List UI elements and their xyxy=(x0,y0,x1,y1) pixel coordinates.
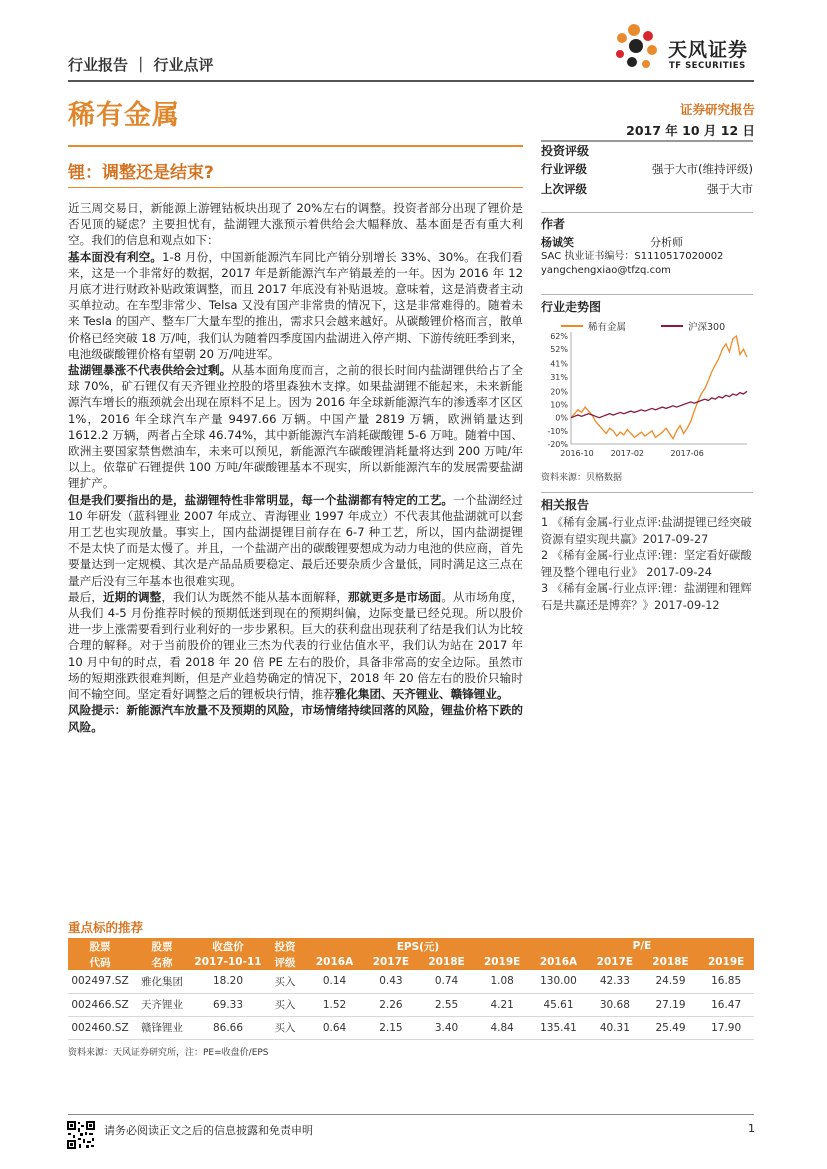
footer-disclaimer: 请务必阅读正文之后的信息披露和免责申明 xyxy=(104,1124,313,1137)
report-type: 证券研究报告 xyxy=(679,102,755,117)
author-name: 杨诚笑 xyxy=(541,236,574,249)
y-tick-label: 10% xyxy=(550,400,568,410)
y-tick-label: 52% xyxy=(550,345,568,355)
brand-name-en: TF SECURITIES xyxy=(669,61,746,71)
chart-source: 资料来源：贝格数据 xyxy=(541,473,623,483)
paragraph-supply: 盐湖锂暴涨不代表供给会过剩。从基本面角度而言，之前的很长时间内盐湖锂供给占了全球 70%，矿石锂仅有天齐锂业控股的塔里森独木支撑。如果盐湖锂不能起来，未来新能源汽车增长的瓶颈就会出现在原料不足上。因为 2016 年全球新能源汽车的渗透率才区区 1%，2016 年全球汽车产量 9497.66 万辆。中国产量 2819 万辆，欧洲销量达到 1612.2 万辆，两者占全球 46.74%，其中新能源汽车消耗碳酸锂 5-6 万吨。随着中国、欧洲主要国家禁售燃油车，未来可以预见，新能源汽车碳酸锂消耗量将达到 200 万吨/年以上。依靠矿石锂提供 100 万吨/年碳酸锂基本不现实，所以新能源汽车的发展需要盐湖锂扩产。 xyxy=(68,363,523,491)
paragraph-heading: 基本面没有利空。 xyxy=(68,249,163,264)
author-block xyxy=(541,236,753,278)
qr-code-icon xyxy=(66,1120,96,1150)
y-tick-label: 41% xyxy=(550,359,568,369)
author-heading: 作者 xyxy=(541,217,566,231)
series-line xyxy=(571,336,747,439)
sector-title: 稀有金属 xyxy=(68,100,180,131)
sidebar-divider xyxy=(541,212,753,213)
trend-heading: 行业走势图 xyxy=(541,300,602,314)
legend-label: 稀有金属 xyxy=(588,322,627,333)
table-title: 重点标的推荐 xyxy=(68,920,144,935)
rating-heading: 投资评级 xyxy=(541,144,590,158)
table-row: 002497.SZ 雅化集团 18.20 买入 0.14 0.43 0.74 1.08 130.00 42.33 24.59 16.85 xyxy=(68,970,754,993)
logo-icon xyxy=(612,22,664,76)
author-role: 分析师 xyxy=(650,236,683,249)
author-cert: SAC 执业证书编号：S1110517020002 xyxy=(541,251,724,262)
related-report-item[interactable]: 2 《稀有金属-行业点评:锂：坚定看好碳酸锂及整个锂电行业》 2017-09-24 xyxy=(541,549,752,579)
related-reports xyxy=(541,515,754,614)
x-tick-label: 2017-06 xyxy=(670,449,704,458)
y-tick-label: -10% xyxy=(547,426,568,436)
table-note: 资料来源：天风证券研究所，注：PE=收盘价/EPS xyxy=(68,1048,269,1058)
report-category: 行业报告 ｜ 行业点评 xyxy=(68,56,214,74)
y-tick-label: -20% xyxy=(547,440,568,449)
table-row: 002460.SZ 赣锋锂业 86.66 买入 0.64 2.15 3.40 4.84 135.41 40.31 25.49 17.90 xyxy=(68,1016,754,1039)
risk-warning: 风险提示：新能源汽车放量不及预期的风险，市场情绪持续回落的风险，锂盐价格下跌的风险。 xyxy=(68,703,523,734)
last-rating: 上次评级 强于大市 xyxy=(541,182,753,196)
paragraph-heading: 但是我们要指出的是，盐湖锂特性非常明显，每一个盐湖都有特定的工艺。 xyxy=(68,492,454,507)
related-report-item[interactable]: 3 《稀有金属-行业点评:锂：盐湖锂和锂辉石是共赢还是博弈？》2017-09-12 xyxy=(541,582,752,612)
sidebar-divider xyxy=(541,294,753,295)
sidebar-divider xyxy=(541,492,753,493)
table-header-row: 股票 股票 收盘价 投资 EPS(元) P/E xyxy=(68,938,754,954)
footer-divider xyxy=(68,1114,754,1115)
report-date: 2017 年 10 月 12 日 xyxy=(626,123,755,138)
x-tick-label: 2016-10 xyxy=(560,449,594,458)
report-title: 锂：调整还是结束? xyxy=(68,163,214,183)
paragraph-market: 最后，近期的调整，我们认为既然不能从基本面解释，那就更多是市场面。从市场角度，从我们 4-5 月份推荐时候的预期低迷到现在的预期纠偏，边际变量已经兑现。所以股价进一步上涨需要看到行业利好的一步步累积。巨大的获利盘出现获利了结是我们认为比较合理的解释。对于当前股价的锂业三杰为代表的行业估值水平，我们认为站在 2017 年 10 月中旬的时点，看 2018 年 20 倍 PE 左右的股价，具备非常高的安全边际。虽然市场的短期涨跌很难判断，但是产业趋势确定的情况下，2018 年 20 倍左右的股价只输时间不输空间。坚定看好调整之后的锂板块行情，推荐雅化集团、天齐锂业、赣锋锂业。 xyxy=(68,589,523,702)
y-tick-label: 31% xyxy=(550,372,568,382)
brand-name: 天风证券 xyxy=(668,39,749,61)
header-divider xyxy=(68,80,754,82)
title-divider-bottom xyxy=(68,187,523,188)
legend-label: 沪深300 xyxy=(688,322,726,333)
report-body xyxy=(68,200,523,735)
table-row: 002466.SZ 天齐锂业 69.33 买入 1.52 2.26 2.55 4.21 45.61 30.68 27.19 16.47 xyxy=(68,993,754,1016)
recommendation-table xyxy=(68,938,754,1040)
paragraph-heading: 盐湖锂暴涨不代表供给会过剩。 xyxy=(68,363,232,378)
table-header-row: 代码 名称 2017-10-11 评级 2016A 2017E 2018E 2019E 2016A 2017E 2018E 2019E xyxy=(68,954,754,970)
industry-trend-chart xyxy=(541,318,753,468)
author-email[interactable]: yangchengxiao@tfzq.com xyxy=(541,265,671,276)
paragraph-process: 但是我们要指出的是，盐湖锂特性非常明显，每一个盐湖都有特定的工艺。一个盐湖经过 10 年研发（蓝科锂业 2007 年成立、青海锂业 1997 年成立）不代表其他盐湖就可以套用工艺也实现放量。事实上，国内盐湖提锂目前存在 6-7 种工艺，所以，国内盐湖提锂不是太快了而是太慢了。并且，一个盐湖产出的碳酸锂要想成为动力电池的供应商，首先要量达到一定规模、其次是产品品质要稳定、最后还要杂质少含量低，同时满足这三点在量产后没有三年基本也很难实现。 xyxy=(68,492,523,588)
related-report-item[interactable]: 1 《稀有金属-行业点评:盐湖提锂已经突破 资源有望实现共赢》2017-09-27 xyxy=(541,516,752,546)
related-heading: 相关报告 xyxy=(541,498,590,512)
y-tick-label: 0% xyxy=(555,413,568,423)
series-line xyxy=(571,391,747,417)
page-number: 1 xyxy=(748,1122,755,1135)
intro-paragraph: 近三周交易日，新能源上游锂钴板块出现了 20%左右的调整。投资者部分出现了锂价是否见顶的疑虑？主要担忧有，盐湖锂大涨预示着供给会大幅释放、基本面是否有重大利空。我们的信息和观点如下： xyxy=(68,201,523,248)
industry-rating: 行业评级 强于大市(维持评级) xyxy=(541,162,753,176)
x-tick-label: 2017-02 xyxy=(610,449,645,458)
title-divider xyxy=(68,145,523,147)
paragraph-fundamentals: 基本面没有利空。1-8 月份，中国新能源汽车同比产销分别增长 33%、30%。在我们看来，这是一个非常好的数据，2017 年是新能源汽车产销最差的一年。因为 2016 年 12 月底才进行财政补贴政策调整，而且 2017 年底没有补贴退坡。意味着，这是消费者主动买单拉动。在车型非常少、Telsa 又没有国产非常贵的情况下，这是非常难得的。随着未来 Tesla 的国产、整车厂大量车型的推出，需求只会越来越好。从碳酸锂价格而言，散单价格已经突破 18 万/吨，我们认为随着四季度国内盐湖进入停产期、下游传统旺季到来，电池级碳酸锂价格有望朝 20 万/吨进军。 xyxy=(68,249,524,361)
y-tick-label: 20% xyxy=(550,387,568,397)
y-tick-label: 62% xyxy=(550,332,568,341)
